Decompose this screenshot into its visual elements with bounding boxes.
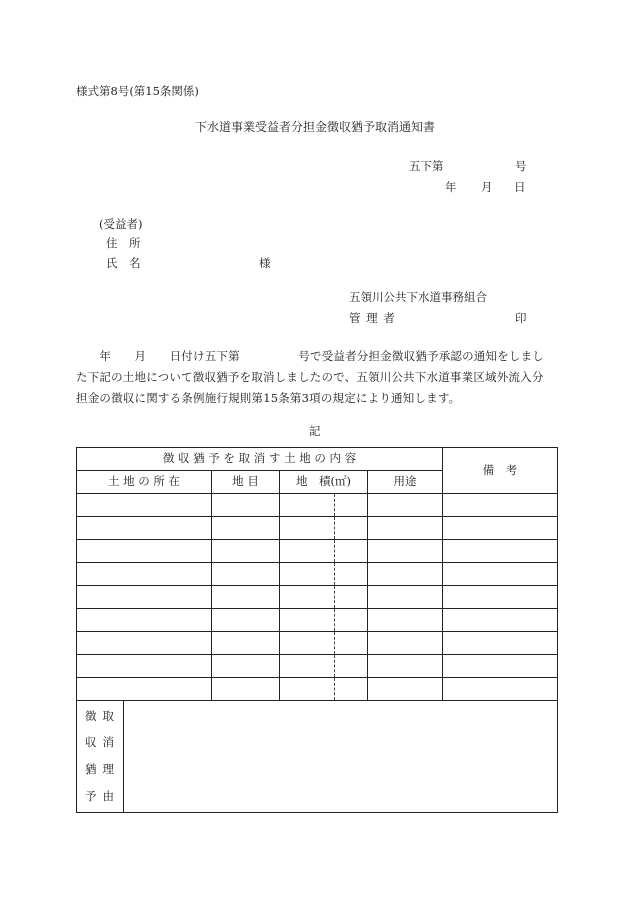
col-land-category: 地 目 [212,471,280,494]
date-year: 年 [445,180,457,194]
notice-line-2: た下記の土地について徴収猶予を取消しましたので、五領川公共下水道事業区域外流入分 [76,370,544,384]
table-row [77,586,558,609]
form-number: 様式第8号(第15条関係) [76,84,199,98]
table-row [77,540,558,563]
table-row [77,517,558,540]
ki-heading: 記 [309,424,321,438]
name-label: 氏 名 [106,256,141,270]
honorific: 様 [259,256,271,270]
col-area: 地 積(㎡) [280,471,368,494]
document-title: 下水道事業受益者分担金徴収猶予取消通知書 [195,120,436,134]
recipient-label: (受益者) [99,217,143,231]
group-header: 徴 収 猶 予 を 取 消 す 土 地 の 内 容 [77,448,443,471]
document-number-prefix: 五下第 [409,159,444,173]
table-row [77,632,558,655]
table-row [77,678,558,701]
document-number-suffix: 号 [515,159,527,173]
table-row [77,563,558,586]
date-day: 日 [514,180,526,194]
reason-label-cell [77,701,124,813]
notice-line-3: 担金の徴収に関する条例施行規則第15条第3項の規定により通知します。 [76,391,461,405]
reason-label-line-3: 猶理 [85,762,120,777]
address-label: 住 所 [106,236,141,250]
col-use: 用途 [368,471,443,494]
reason-label-line-4: 予由 [85,788,120,803]
table-row [77,655,558,678]
date-month: 月 [481,180,493,194]
issuer-organization: 五領川公共下水道事務組合 [349,290,487,304]
table-row [77,494,558,517]
notice-body [76,346,556,409]
seal-mark: 印 [515,311,527,325]
reason-input-area[interactable] [124,701,558,813]
cancellation-table [76,447,558,813]
col-location: 土 地 の 所 在 [77,471,212,494]
notice-line-1: 年 月 日付け五下第 号で受益者分担金徴収猶予承認の通知をしまし [76,349,544,363]
reason-label-line-2: 収消 [85,735,120,750]
issuer-manager: 管 理 者 [349,311,396,325]
remarks-header: 備 考 [443,448,558,494]
reason-label-line-1: 徴取 [85,708,120,723]
table-row [77,609,558,632]
